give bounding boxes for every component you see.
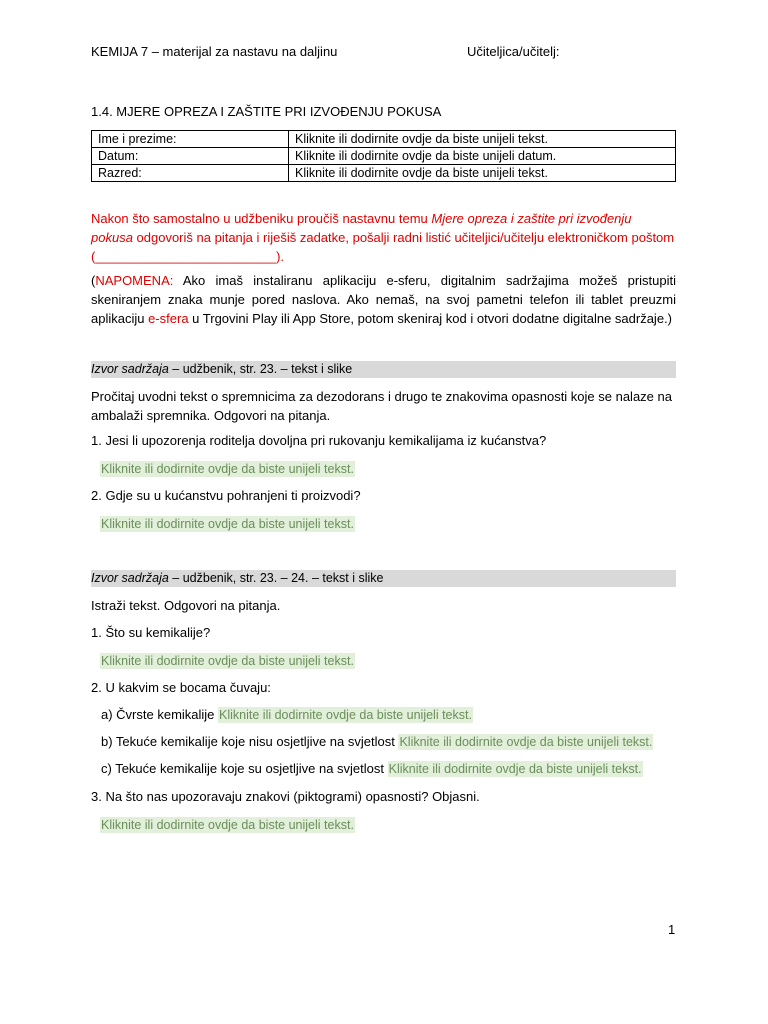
- esfera-app-name: e-sfera: [148, 311, 189, 326]
- note-text: Ako imaš instaliranu aplikaciju e-sferu, digitalnim sadržajima možeš pristupiti skeniranjem znaka munje pored naslova. Ako nemaš, na svoj pametni telefon ili tablet preuzmi aplikaciju: [91, 273, 676, 326]
- note-open: (: [91, 273, 96, 288]
- answer-field[interactable]: Kliknite ili dodirnite ovdje da biste unijeli tekst.: [399, 735, 653, 749]
- question-2a: [101, 707, 473, 722]
- section1-question-2: 2. Gdje su u kućanstvu pohranjeni ti proizvodi?: [91, 488, 361, 503]
- note-paragraph: [91, 271, 676, 328]
- answer-field[interactable]: Kliknite ili dodirnite ovdje da biste unijeli tekst.: [388, 762, 642, 776]
- page-title: 1.4. MJERE OPREZA I ZAŠTITE PRI IZVOĐENJU POKUSA: [91, 104, 442, 119]
- section2-question-1: 1. Što su kemikalije?: [91, 625, 211, 640]
- header-subject: KEMIJA 7 – materijal za nastavu na daljinu: [91, 44, 338, 59]
- source-detail: – udžbenik, str. 23. – 24. – tekst i slike: [168, 571, 384, 585]
- intro-text-end: odgovoriš na pitanja i riješiš zadatke, pošalji radni listić učiteljici/učitelju elektroničkom poštom (_________________________).: [91, 230, 675, 264]
- header-teacher: Učiteljica/učitelj:: [467, 44, 560, 59]
- note-text-end: u Trgovini Play ili App Store, potom skeniraj kod i otvori dodatne digitalne sadržaje.): [188, 311, 672, 326]
- section2-source-bar: [91, 570, 676, 587]
- table-row: [92, 131, 676, 148]
- question-2b: [101, 734, 653, 749]
- class-field[interactable]: Kliknite ili dodirnite ovdje da biste unijeli tekst.: [289, 165, 676, 182]
- section2-question-2: 2. U kakvim se bocama čuvaju:: [91, 680, 271, 695]
- section1-question-1: 1. Jesi li upozorenja roditelja dovoljna pri rukovanju kemikalijama iz kućanstva?: [91, 433, 547, 448]
- answer-field[interactable]: [100, 816, 355, 834]
- date-label: Datum:: [92, 148, 289, 165]
- question-2a-text: a) Čvrste kemikalije: [101, 707, 219, 722]
- answer-placeholder: Kliknite ili dodirnite ovdje da biste unijeli tekst.: [101, 517, 354, 531]
- answer-field[interactable]: Kliknite ili dodirnite ovdje da biste unijeli tekst.: [219, 708, 472, 722]
- answer-placeholder: Kliknite ili dodirnite ovdje da biste unijeli tekst.: [101, 654, 354, 668]
- answer-placeholder: Kliknite ili dodirnite ovdje da biste unijeli tekst.: [101, 462, 354, 476]
- answer-field[interactable]: [100, 460, 355, 478]
- page-number: 1: [668, 922, 676, 937]
- section1-source-bar: [91, 361, 676, 378]
- section2-instruction: Istraži tekst. Odgovori na pitanja.: [91, 598, 281, 613]
- source-label: Izvor sadržaja: [91, 362, 169, 376]
- answer-field[interactable]: [100, 652, 355, 670]
- student-info-table: [91, 130, 676, 182]
- name-label: Ime i prezime:: [92, 131, 289, 148]
- source-label: Izvor sadržaja: [91, 571, 169, 585]
- question-2c-text: c) Tekuće kemikalije koje su osjetljive na svjetlost: [101, 761, 388, 776]
- answer-field[interactable]: [100, 515, 355, 533]
- source-detail: – udžbenik, str. 23. – tekst i slike: [168, 362, 353, 376]
- section2-question-3: 3. Na što nas upozoravaju znakovi (piktogrami) opasnosti? Objasni.: [91, 789, 480, 804]
- table-row: [92, 165, 676, 182]
- intro-topic: Mjere opreza i zaštite pri izvođenju pokusa: [91, 211, 632, 245]
- date-field[interactable]: Kliknite ili dodirnite ovdje da biste unijeli datum.: [289, 148, 676, 165]
- section1-instruction: Pročitaj uvodni tekst o spremnicima za dezodorans i drugo te znakovima opasnosti koje se nalaze na ambalaži spremnika. Odgovori na pitanja.: [91, 389, 672, 423]
- answer-placeholder: Kliknite ili dodirnite ovdje da biste unijeli tekst.: [101, 818, 354, 832]
- name-field[interactable]: Kliknite ili dodirnite ovdje da biste unijeli tekst.: [289, 131, 676, 148]
- table-row: [92, 148, 676, 165]
- question-2c: [101, 761, 643, 776]
- question-2b-text: b) Tekuće kemikalije koje nisu osjetljive na svjetlost: [101, 734, 399, 749]
- class-label: Razred:: [92, 165, 289, 182]
- intro-text: Nakon što samostalno u udžbeniku proučiš nastavnu temu: [91, 211, 432, 226]
- note-label: NAPOMENA:: [95, 273, 174, 288]
- intro-instructions: [91, 209, 676, 266]
